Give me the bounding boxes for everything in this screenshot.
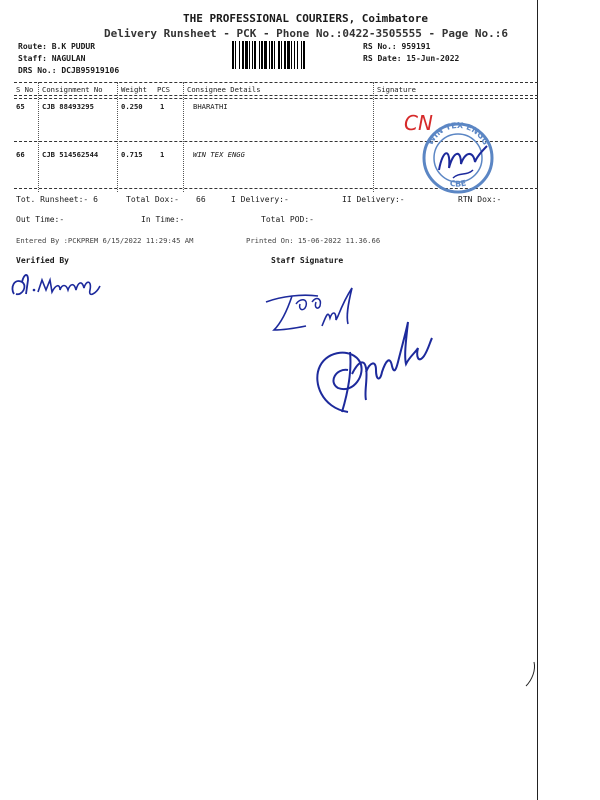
total-dox-value: 66: [196, 195, 206, 204]
cn-mark-text: CN: [404, 111, 433, 135]
drs-number: DRS No.: DCJB95919106: [18, 66, 120, 75]
row-weight: 0.250: [121, 102, 143, 111]
ii-delivery: II Delivery:-: [342, 195, 405, 204]
col-divider: [373, 82, 374, 192]
barcode-bar: [235, 41, 236, 69]
row-consignment: CJB 88493295: [42, 102, 94, 111]
barcode-bar: [259, 41, 260, 69]
row-sno: 66: [16, 150, 25, 159]
col-header-sno: S No: [16, 85, 34, 94]
row-weight: 0.715: [121, 150, 143, 159]
barcode-bar: [278, 41, 280, 69]
barcode-bar: [254, 41, 256, 69]
col-header-pcs: PCS: [157, 85, 170, 94]
verified-by-signature: [8, 268, 108, 304]
barcode-bar: [249, 41, 250, 69]
barcode-bar: [271, 41, 273, 69]
barcode-bar: [269, 41, 270, 69]
route-label: Route: B.K PUDUR: [18, 42, 96, 51]
barcode-bar: [232, 41, 234, 69]
barcode-bar: [284, 41, 286, 69]
i-delivery: I Delivery:-: [231, 195, 289, 204]
col-header-consignment: Consignment No: [42, 85, 103, 94]
barcode-bar: [303, 41, 305, 69]
col-divider: [38, 82, 39, 192]
company-title: THE PROFESSIONAL COURIERS, Coimbatore: [183, 12, 429, 25]
col-header-consignee: Consignee Details: [187, 85, 261, 94]
barcode-bar: [291, 41, 292, 69]
barcode-bar: [245, 41, 248, 69]
runsheet-subtitle: Delivery Runsheet - PCK - Phone No.:0422-3505555 - Page No.:6: [104, 27, 508, 40]
rs-date: RS Date: 15-Jun-2022: [363, 54, 460, 63]
barcode-bar: [264, 41, 267, 69]
staff-signature-2: [308, 312, 438, 422]
total-dox-label: Total Dox:-: [126, 195, 179, 204]
col-header-signature: Signature: [377, 85, 416, 94]
barcode-bar: [301, 41, 302, 69]
staff-label: Staff: NAGULAN: [18, 54, 86, 63]
company-stamp: [413, 118, 503, 198]
row-pcs: 1: [160, 102, 165, 111]
staff-signature-label: Staff Signature: [271, 256, 344, 265]
barcode-bar: [297, 41, 298, 69]
row-consignment: CJB 514562544: [42, 150, 99, 159]
tot-runsheet: Tot. Runsheet:- 6: [16, 195, 98, 204]
barcode-bar: [252, 41, 253, 69]
total-pod: Total POD:-: [261, 215, 314, 224]
barcode-bar: [239, 41, 240, 69]
rs-number: RS No.: 959191: [363, 42, 431, 51]
verified-by-label: Verified By: [16, 256, 69, 265]
stamp-text: WIN TEX ENGG: [425, 120, 491, 147]
out-time: Out Time:-: [16, 215, 65, 224]
table-top-rule: [14, 82, 538, 83]
barcode-bar: [294, 41, 295, 69]
row-sno: 65: [16, 102, 25, 111]
col-divider: [183, 82, 184, 192]
row-pcs: 1: [160, 150, 165, 159]
entered-by: Entered By :PCKPREM 6/15/2022 11:29:45 AM: [16, 236, 194, 245]
barcode-bar: [242, 41, 244, 69]
row-consignee: BHARATHI: [193, 102, 228, 111]
barcode: [230, 40, 350, 70]
col-header-weight: Weight: [121, 85, 147, 94]
rtn-dox: RTN Dox:-: [458, 195, 502, 204]
table-header-rule-2: [14, 98, 538, 99]
stamp-city: CBE: [449, 178, 468, 189]
barcode-bar: [261, 41, 263, 69]
col-divider: [117, 82, 118, 192]
barcode-bar: [281, 41, 282, 69]
margin-mark: [520, 660, 540, 690]
printed-on: Printed On: 15-06-2022 11.36.66: [246, 236, 381, 245]
barcode-bar: [287, 41, 290, 69]
row-consignee: WIN TEX ENGG: [193, 150, 245, 159]
in-time: In Time:-: [141, 215, 185, 224]
svg-text:CBE: [449, 179, 467, 189]
barcode-bar: [274, 41, 275, 69]
table-header-rule: [14, 95, 538, 96]
